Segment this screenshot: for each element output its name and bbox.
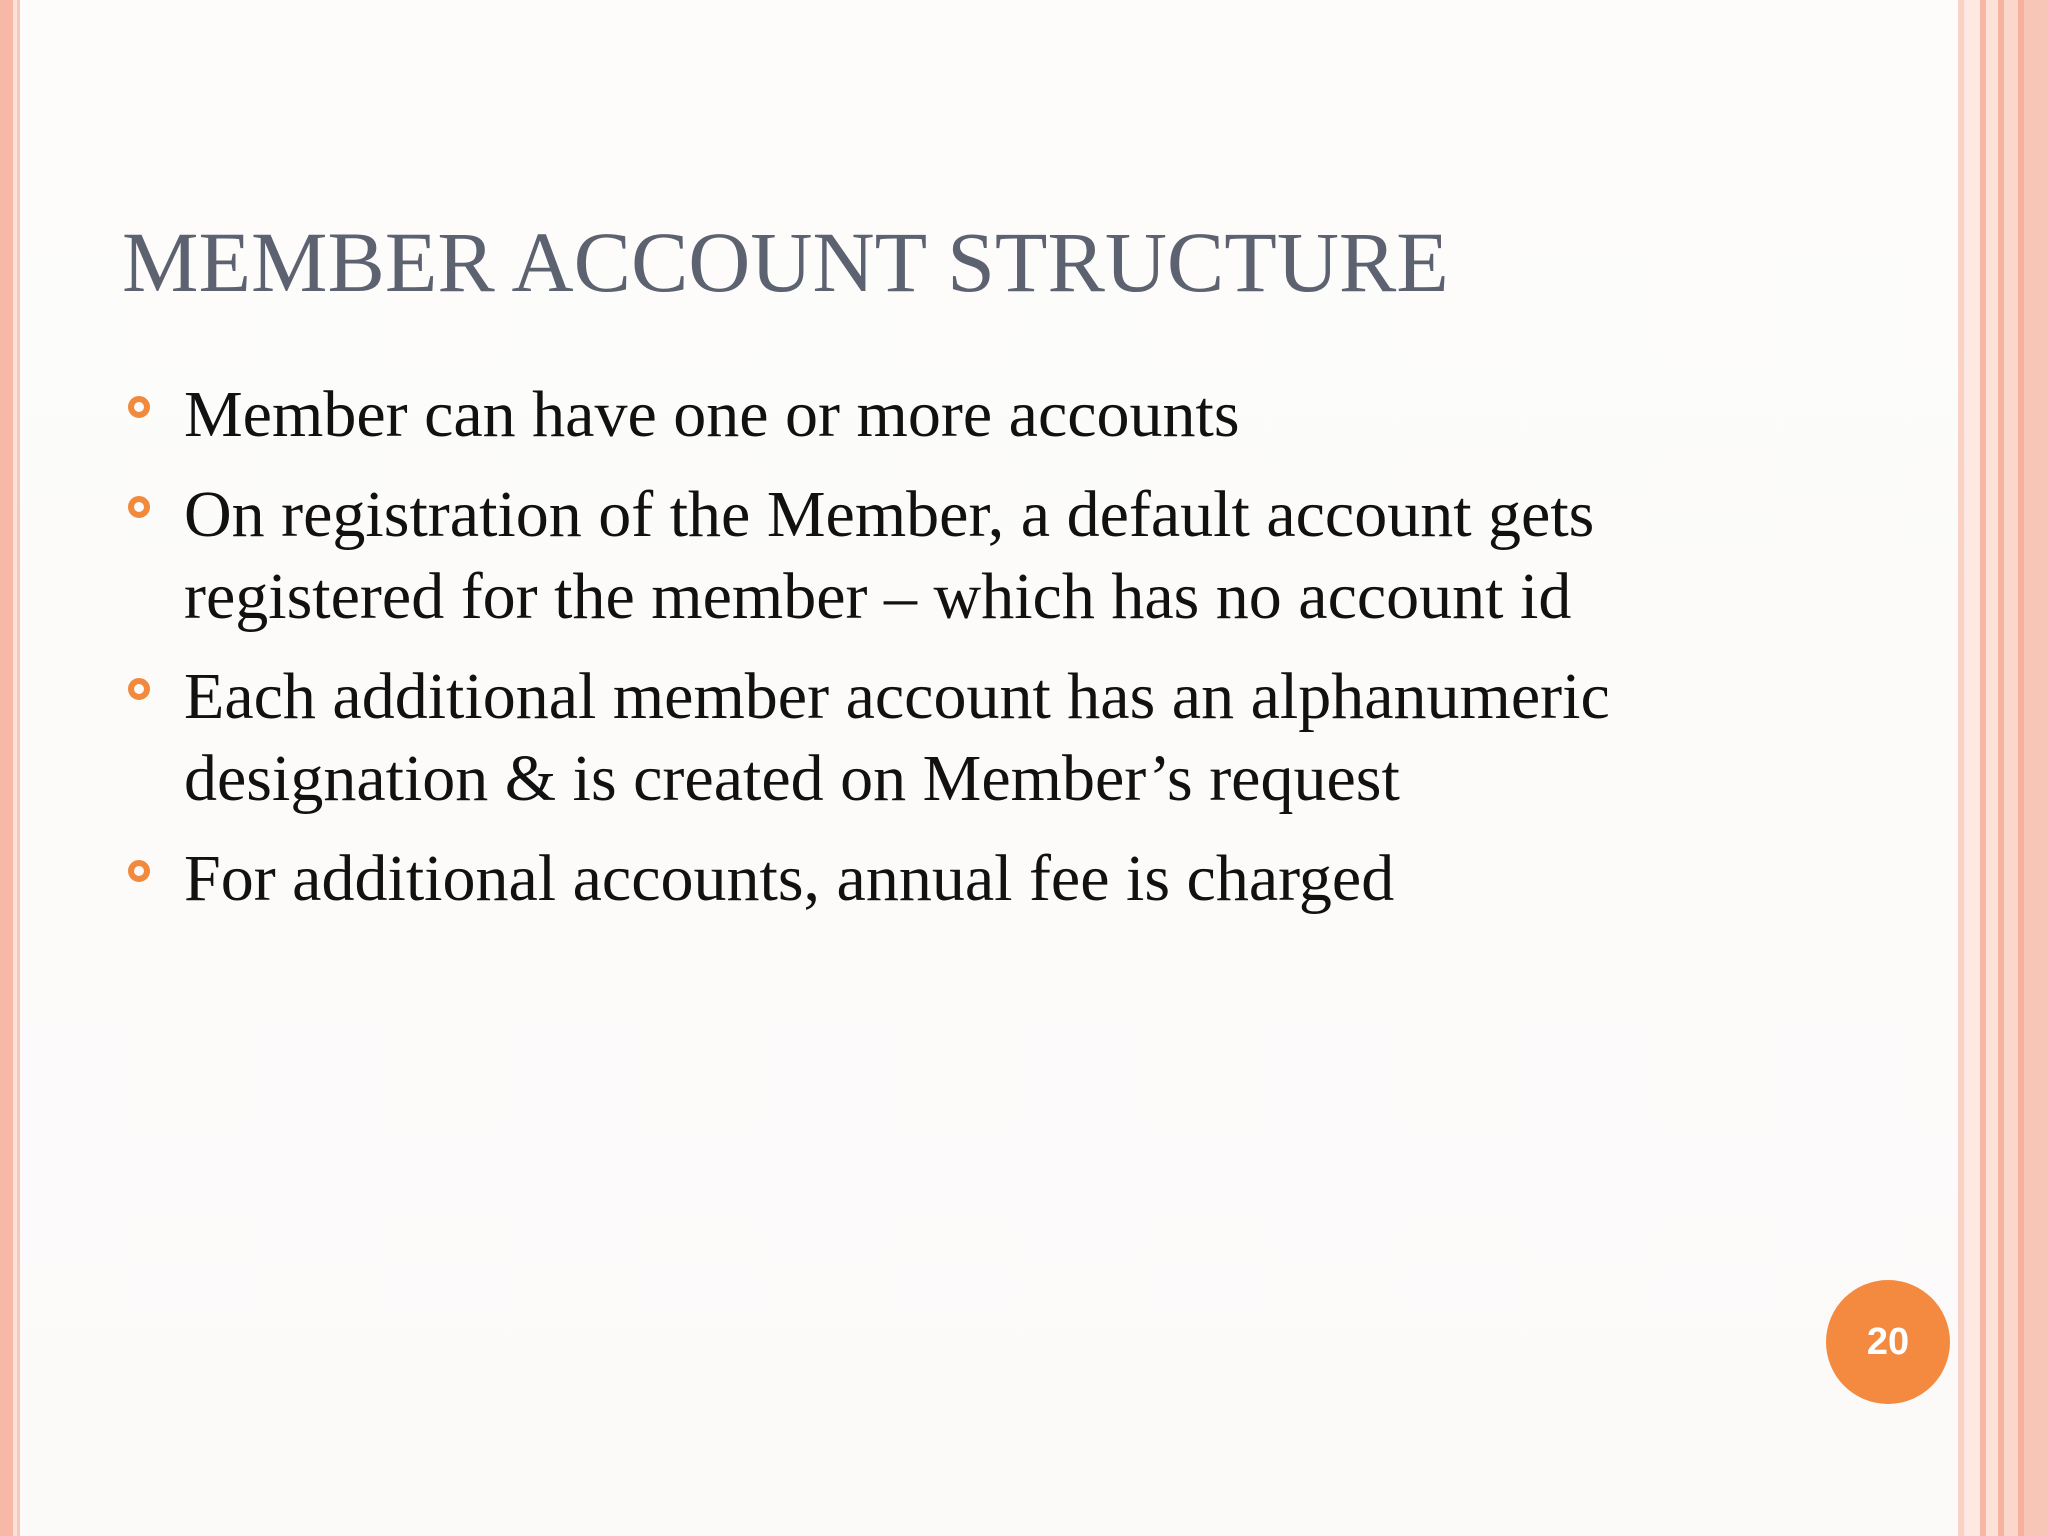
bullet-text: For additional accounts, annual fee is charged [184, 842, 1395, 915]
bullet-text: Member can have one or more accounts [184, 378, 1240, 451]
page-number-badge: 20 [1826, 1280, 1950, 1404]
bullet-item [124, 838, 1764, 920]
bullet-item [124, 656, 1764, 820]
bullet-text: On registration of the Member, a default account gets registered for the member – which has no account id [184, 478, 1595, 633]
hollow-circle-bullet-icon [128, 396, 150, 418]
slide-title: MEMBER ACCOUNT STRUCTURE [122, 214, 1449, 310]
right-border-stripe [2024, 0, 2048, 1536]
right-border-stripe [1986, 0, 1998, 1536]
right-border-stripe [2004, 0, 2018, 1536]
bullet-item [124, 474, 1764, 638]
left-border-decoration [0, 0, 13, 1536]
right-border-stripe [1966, 0, 1980, 1536]
bullet-text: Each additional member account has an alphanumeric designation & is created on Member’s request [184, 660, 1610, 815]
hollow-circle-bullet-icon [128, 678, 150, 700]
hollow-circle-bullet-icon [128, 860, 150, 882]
hollow-circle-bullet-icon [128, 496, 150, 518]
bullet-list [124, 374, 1764, 938]
bullet-item [124, 374, 1764, 456]
